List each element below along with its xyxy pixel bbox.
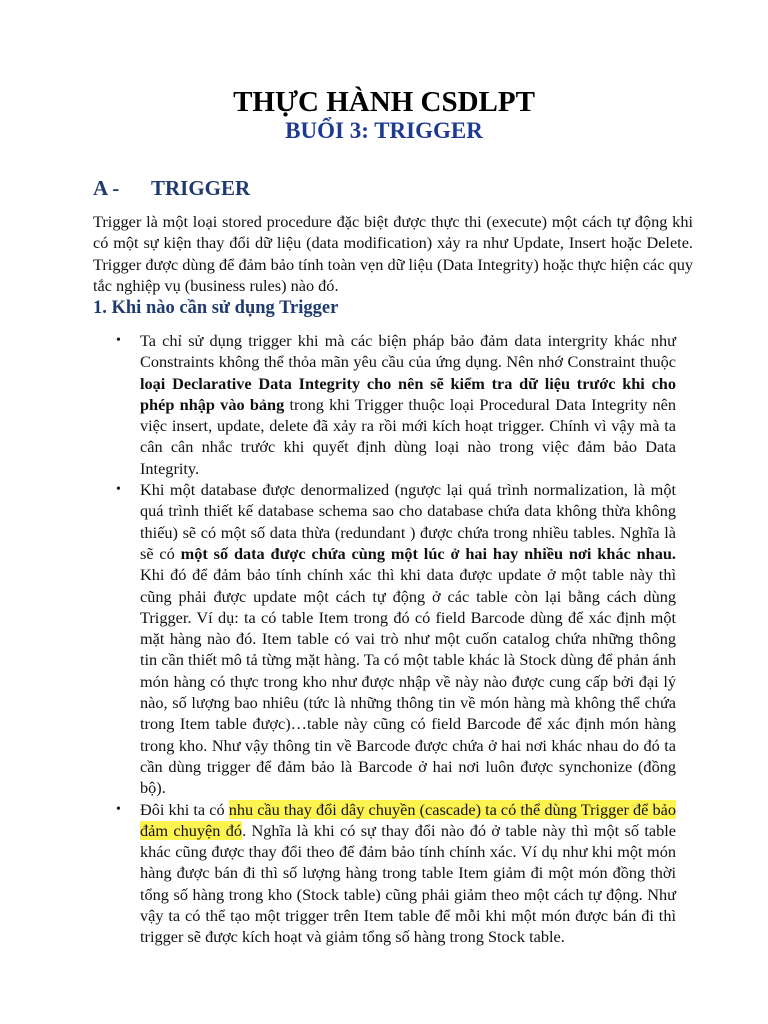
intro-paragraph: Trigger là một loại stored procedure đặc biệt được thực thi (execute) một cách tự động khi có một sự kiện thay đổi dữ liệu (data modification) xảy ra như Update, Insert hoặc Delete. Trigger được dùng để đảm bảo tính toàn vẹn dữ liệu (Data Integrity) hoặc thực hiện các quy tắc nghiệp vụ (business rules) nào đó. bbox=[93, 212, 693, 295]
section-label: TRIGGER bbox=[151, 176, 251, 200]
bullet-text: Đôi khi ta có bbox=[140, 799, 229, 819]
highlighted-text: nhu cầu thay đổi dây chuyền (cascade) ta có thể dùng Trigger để bảo đảm chuyện đó bbox=[140, 799, 677, 840]
bullet-bold-text: loại Declarative Data Integrity cho nên sẽ kiểm tra dữ liệu trước khi cho phép nhập vào bảng bbox=[140, 373, 676, 414]
section-heading-a bbox=[93, 176, 250, 201]
bullet-text: Khi một database được denormalized (ngược lại quá trình normalization, là một quá trình thiết kế database schema sao cho database chứa data không thừa không thiếu) sẽ có một số data thừa (redundant ) được chứa trong nhiều tables. Nghĩa là sẽ có bbox=[140, 480, 676, 563]
section-number: A - bbox=[93, 176, 120, 200]
page-subtitle: BUỔI 3: TRIGGER bbox=[285, 118, 483, 143]
bullet-list bbox=[116, 330, 676, 948]
subsection-heading: 1. Khi nào cần sử dụng Trigger bbox=[93, 298, 339, 318]
bullet-text: Ta chỉ sử dụng trigger khi mà các biện pháp bảo đảm data intergrity khác như Constraints không thể thỏa mãn yêu cầu của ứng dụng. Nên nhớ Constraint thuộc bbox=[140, 331, 676, 372]
page-title: THỰC HÀNH CSDLPT bbox=[233, 86, 535, 118]
bullet-icon: • bbox=[116, 482, 121, 498]
bullet-icon: • bbox=[116, 333, 121, 348]
bullet-text: . Nghĩa là khi có sự thay đổi nào đó ở table này thì một số table khác cũng được thay đổi theo để đảm bảo tính chính xác. Ví dụ như khi một món hàng được bán đi thì số lượng hàng trong table Item giảm đi một món đồng thời tổng số hàng trong kho (Stock table) cũng phải giảm theo một cách tự động. Như vậy ta có thể tạo một trigger trên Item table để mỗi khi một món được bán đi thì trigger sẽ được kích hoạt và giảm tổng số hàng trong Stock table. bbox=[140, 820, 676, 947]
bullet-item-1 bbox=[116, 330, 676, 479]
bullet-text: Khi đó để đảm bảo tính chính xác thì khi data được update ở một table này thì cũng phải được update một cách tự động ở các table còn lại bằng cách dùng Trigger. Ví dụ: ta có table Item trong đó có field Barcode dùng để xác định một mặt hàng nào đó. Item table có vai trò như một cuốn catalog chứa những thông tin cần thiết mô tả từng mặt hàng. Ta có một table khác là Stock dùng để phản ánh món hàng có thực trong kho như được nhập về này nào được cung cấp bởi đại lý nào, số lượng bao nhiêu (tức là những thông tin về món hàng mà không thể chứa trong Item table được)…table này cũng có field Barcode để xác định món hàng trong kho. Như vậy thông tin về Barcode được chứa ở hai nơi khác nhau do đó ta cần dùng trigger để đảm bảo là Barcode ở hai nơi luôn được synchonize (đồng bộ). bbox=[140, 565, 676, 798]
bullet-item-3 bbox=[116, 799, 676, 948]
bullet-icon: • bbox=[116, 801, 121, 817]
bullet-text: trong khi Trigger thuộc loại Procedural Data Integrity nên việc insert, update, delete đã xảy ra rồi mới kích hoạt trigger. Chính vì vậy mà ta cân cân nhắc trước khi quyết định dùng loại nào trong việc đảm bảo Data Integrity. bbox=[140, 394, 676, 478]
bullet-bold-text: một số data được chứa cùng một lúc ở hai hay nhiều nơi khác nhau. bbox=[180, 543, 676, 563]
bullet-item-2 bbox=[116, 479, 676, 798]
